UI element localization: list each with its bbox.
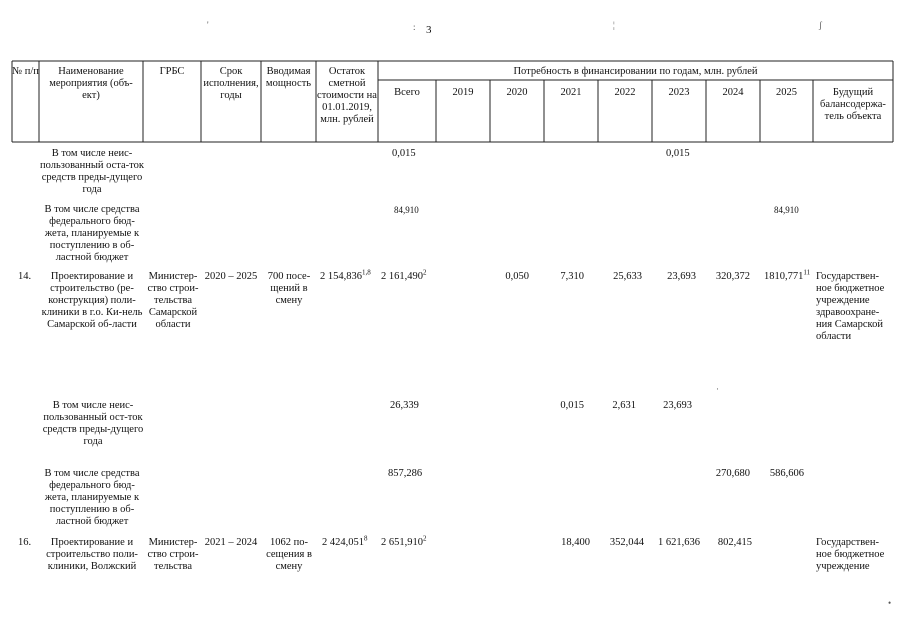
page-number: 3	[426, 24, 432, 36]
row-grbs: Министер-ство строи-тельства	[147, 537, 199, 572]
row-2021: 0,015	[560, 400, 584, 411]
header-2022: 2022	[614, 87, 636, 98]
scan-speck: :	[413, 22, 416, 32]
row-term: 2020 – 2025	[204, 271, 258, 282]
header-name: Наименование мероприятия (объ-ект)	[49, 66, 133, 101]
row-2024: 270,680	[715, 468, 750, 479]
scan-speck: ʃ	[819, 20, 822, 30]
header-remainder: Остаток сметной стоимости на 01.01.2019, млн. рублей	[317, 66, 377, 125]
row-name: В том числе неис-пользованный оста-ток средств преды-дущего года	[40, 148, 144, 195]
row-term: 2021 – 2024	[204, 537, 258, 548]
header-2019: 2019	[452, 87, 474, 98]
row-2023: 0,015	[666, 148, 690, 159]
header-grbs: ГРБС	[159, 66, 185, 77]
row-capacity: 700 посе-щений в смену	[267, 271, 311, 306]
row-2021: 18,400	[561, 537, 590, 548]
row-2024: 320,372	[715, 271, 750, 282]
row-total: 0,015	[392, 148, 416, 159]
row-2022: 2,631	[612, 400, 636, 411]
row-2023: 1 621,636	[658, 537, 700, 548]
row-holder: Государствен-ное бюджетное учреждение здравоохране-ния Самарской области	[816, 271, 885, 342]
row-holder: Государствен-ное бюджетное учреждение	[816, 537, 885, 572]
row-2021: 7,310	[560, 271, 584, 282]
row-name: Проектирование и строительство (ре-конструкция) поли-клиники в г.о. Ки-нель Самарской об-ласти	[41, 271, 143, 330]
row-2024: 802,415	[717, 537, 752, 548]
row-num: 16.	[18, 537, 32, 548]
row-total: 84,910	[394, 205, 419, 215]
header-2024: 2024	[722, 87, 744, 98]
row-2022: 25,633	[613, 271, 642, 282]
header-2025: 2025	[776, 87, 797, 98]
row-total: 857,286	[388, 468, 423, 479]
row-name: В том числе средства федерального бюд-жета, планируемые к поступлению в об-ластной бюджет	[44, 468, 140, 527]
header-2023: 2023	[668, 87, 690, 98]
row-num: 14.	[18, 271, 32, 282]
scan-speck: '	[207, 20, 209, 30]
header-capacity: Вводимая мощность	[265, 66, 312, 89]
row-grbs: Министер-ство строи-тельства Самарской области	[147, 271, 199, 330]
header-2021: 2021	[560, 87, 582, 98]
header-2020: 2020	[506, 87, 528, 98]
header-term: Срок исполнения, годы	[203, 66, 259, 101]
scan-speck: ¦	[613, 20, 615, 30]
header-num: № п/п	[12, 66, 39, 77]
row-total: 2 161,490$^2$	[381, 268, 427, 282]
scan-speck: •	[888, 598, 892, 608]
row-2025: 586,606	[769, 468, 804, 479]
row-2023: 23,693	[667, 271, 696, 282]
row-2023: 23,693	[663, 400, 692, 411]
row-2022: 352,044	[609, 537, 644, 548]
row-total: 26,339	[390, 400, 419, 411]
header-total: Всего	[394, 87, 420, 98]
row-2025: 84,910	[774, 205, 799, 215]
row-name: Проектирование и строительство поли-клиники, Волжский	[46, 537, 138, 572]
row-2020: 0,050	[505, 271, 529, 282]
row-name: В том числе неис-пользованный ост-ток средств преды-дущего года	[42, 400, 144, 447]
row-remainder: 2 154,836$^{1,8}$	[320, 268, 371, 282]
header-need: Потребность в финансировании по годам, млн. рублей	[513, 66, 758, 77]
header-holder: Будущий балансодержа-тель объекта	[820, 87, 886, 122]
row-2025: 1810,771$^{11}$	[764, 268, 811, 282]
row-name: В том числе средства федерального бюд-жета, планируемые к поступлению в об-ластной бюджет	[44, 204, 140, 263]
row-remainder: 2 424,051$^8$	[322, 534, 368, 548]
row-capacity: 1062 по-сещения в смену	[266, 537, 312, 572]
row-total: 2 651,910$^2$	[381, 534, 427, 548]
scan-speck: ·	[716, 384, 719, 394]
